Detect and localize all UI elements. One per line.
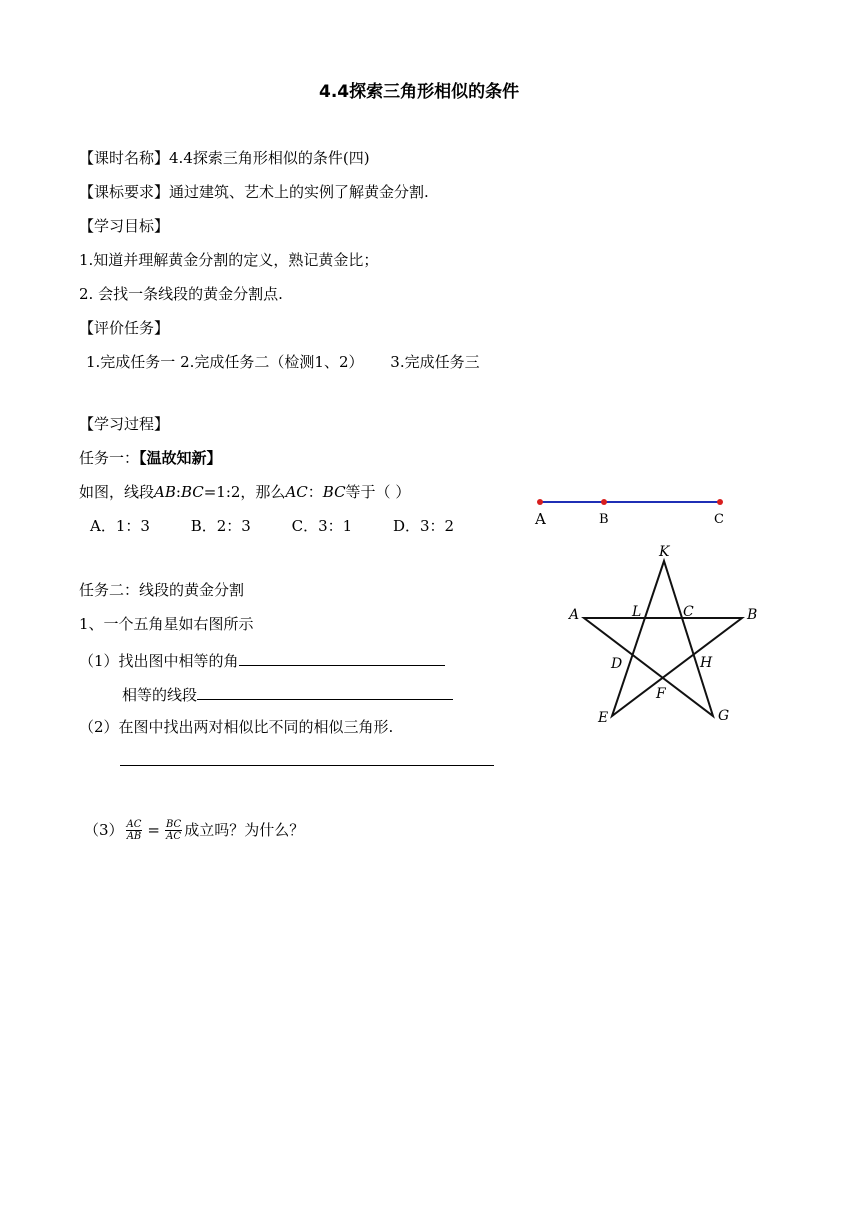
process-heading: 【学习过程】 bbox=[79, 415, 170, 433]
label-a: A bbox=[535, 510, 546, 528]
point-b bbox=[601, 499, 607, 505]
q-tail: 等于（ ） bbox=[345, 483, 411, 501]
label-a: A bbox=[569, 607, 580, 623]
q-eq: =1:2，那么 bbox=[203, 483, 286, 501]
q-bc: BC bbox=[180, 483, 204, 501]
label-h: H bbox=[700, 655, 713, 671]
standard-label: 【课标要求】 bbox=[79, 183, 170, 201]
label-l: L bbox=[632, 604, 642, 620]
option-b: B．2：3 bbox=[190, 517, 251, 535]
task2-q2: （2）在图中找出两对相似比不同的相似三角形. bbox=[79, 718, 394, 736]
assessment-heading: 【评价任务】 bbox=[79, 319, 170, 337]
q-ac: AC bbox=[285, 483, 308, 501]
objective-item: 2. 会找一条线段的黄金分割点. bbox=[79, 285, 283, 303]
q-bc2: BC bbox=[322, 483, 346, 501]
label-c: C bbox=[683, 604, 694, 620]
course-name-text: 4.4探索三角形相似的条件(四) bbox=[169, 149, 370, 167]
point-a bbox=[537, 499, 543, 505]
frac-num: BC bbox=[166, 818, 182, 830]
task2-intro: 1、一个五角星如右图所示 bbox=[79, 615, 254, 633]
fraction-ac-ab bbox=[126, 819, 143, 842]
assessment-item: 1.完成任务一 bbox=[86, 353, 176, 371]
label-f: F bbox=[656, 686, 666, 702]
answer-blank[interactable] bbox=[120, 765, 494, 766]
point-c bbox=[717, 499, 723, 505]
q3-label: （3） bbox=[84, 821, 124, 839]
objective-item: 1.知道并理解黄金分割的定义，熟记黄金比； bbox=[79, 251, 379, 269]
label-b: B bbox=[747, 607, 758, 623]
task1-prefix: 任务一： bbox=[79, 449, 140, 467]
assessment-item: 3.完成任务三 bbox=[390, 353, 480, 371]
q3-tail: 成立吗？为什么？ bbox=[184, 821, 305, 839]
task1-question bbox=[79, 482, 410, 502]
fraction-bc-ac bbox=[165, 819, 182, 842]
task2-q3 bbox=[84, 815, 304, 844]
task2-q1 bbox=[79, 649, 445, 671]
objectives-heading: 【学习目标】 bbox=[79, 217, 170, 235]
frac-den: AB bbox=[126, 830, 142, 842]
task1-bracket: 【温故知新】 bbox=[139, 449, 222, 467]
q-colon: : bbox=[175, 483, 181, 501]
equals-sign: = bbox=[147, 821, 160, 839]
page-title: 4.4探索三角形相似的条件 bbox=[319, 82, 520, 102]
label-c: C bbox=[714, 512, 724, 527]
q-text: 如图，线段 bbox=[79, 483, 155, 501]
label-d: D bbox=[611, 656, 623, 672]
option-c: C．3：1 bbox=[291, 517, 353, 535]
frac-den: AC bbox=[166, 830, 182, 842]
course-name-line bbox=[79, 148, 370, 168]
frac-num: AC bbox=[126, 818, 142, 830]
standard-text: 通过建筑、艺术上的实例了解黄金分割. bbox=[169, 183, 429, 201]
assessment-items bbox=[86, 352, 480, 372]
q1-label: （1）找出图中相等的角 bbox=[79, 652, 239, 670]
label-k: K bbox=[659, 544, 670, 560]
pentagram-figure bbox=[560, 538, 770, 728]
task1-options bbox=[90, 516, 454, 536]
label-g: G bbox=[718, 708, 730, 724]
task2-heading: 任务二：线段的黄金分割 bbox=[79, 581, 245, 599]
label-b: B bbox=[599, 512, 609, 527]
task1-heading bbox=[79, 448, 222, 468]
label-e: E bbox=[598, 710, 609, 726]
standard-line bbox=[79, 182, 429, 202]
option-d: D．3：2 bbox=[392, 517, 455, 535]
answer-blank[interactable] bbox=[239, 649, 445, 666]
task2-q1-sub bbox=[122, 683, 453, 705]
course-name-label: 【课时名称】 bbox=[79, 149, 170, 167]
q1-sub-label: 相等的线段 bbox=[122, 686, 198, 704]
segment-figure bbox=[528, 490, 738, 530]
answer-blank[interactable] bbox=[197, 683, 453, 700]
q-ab: AB bbox=[154, 483, 176, 501]
option-a: A．1：3 bbox=[90, 517, 150, 535]
q-colon: ： bbox=[307, 483, 323, 501]
assessment-item: 2.完成任务二（检测1、2） bbox=[180, 353, 364, 371]
